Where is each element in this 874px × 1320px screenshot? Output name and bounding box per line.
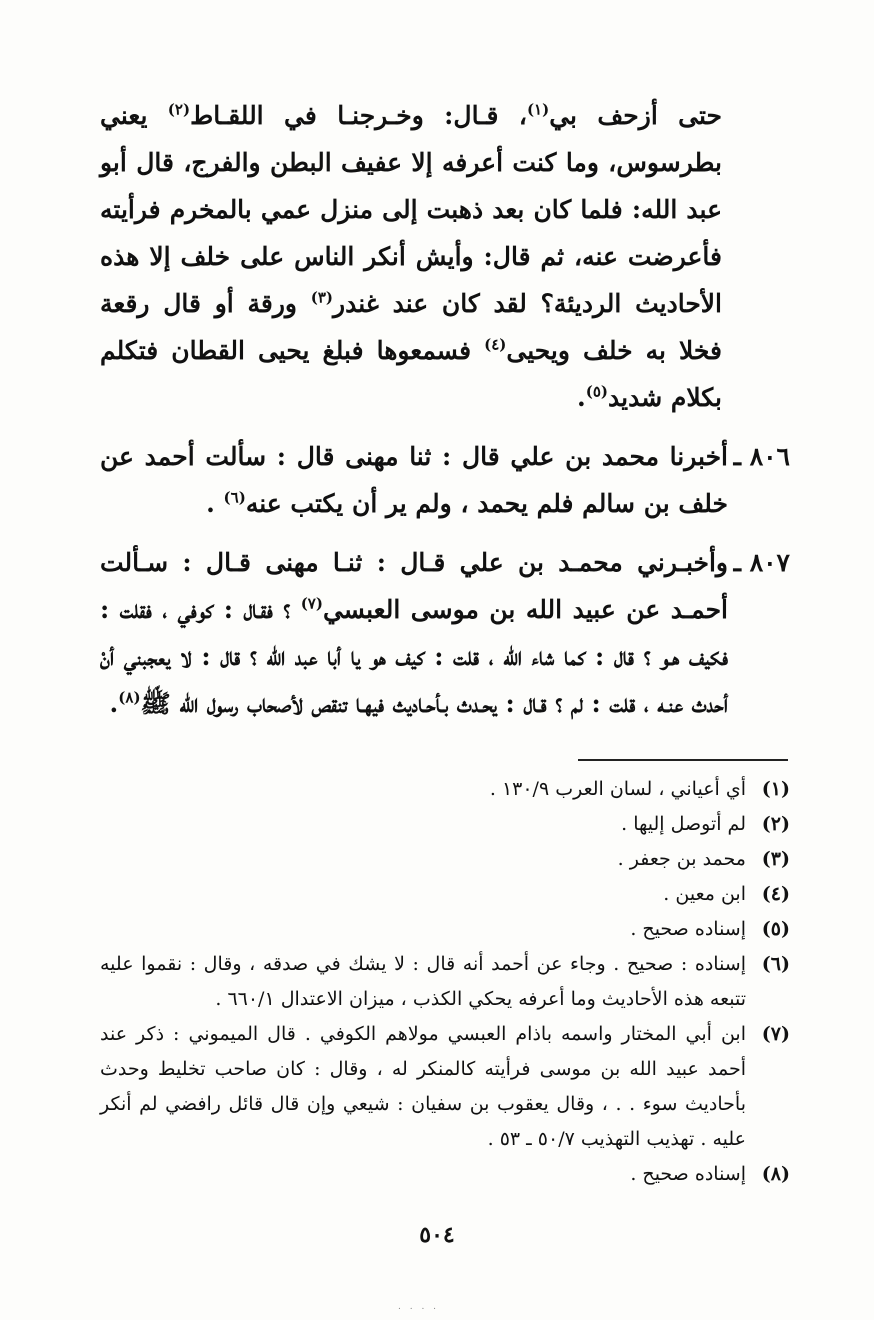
text-run: . xyxy=(109,689,119,718)
text-run: أخبرنا محمد بن علي قال : ثنا مهنى قال : سألت أحمد عن خلف بن سالم فلم يحمد ، ولم ير أن يكتب عنه xyxy=(100,442,728,518)
footnote-ref: (٣) xyxy=(310,288,334,307)
scan-specks: . . . . xyxy=(398,1302,440,1312)
footnote-ref: (٥) xyxy=(585,382,608,401)
text-run: ورقة أو قال رقعة فخلا به خلف ويحيى xyxy=(100,289,723,365)
footnote-text: ابن أبي المختار واسمه باذام العبسي مولاهم الكوفي . قال الميموني : ذكر عند أحمد عبيد الله بن موسى فرأيته كالمنكر له ، وقال : كان صاحب تخليط وحدث بأحاديث سوء . . ، وقال يعقوب بن سفيان : شيعي وإن قال قائل رافضي لم أنكر عليه . تهذيب التهذيب ٥٠/٧ ـ ٥٣ . xyxy=(100,1023,746,1150)
text-run: حتى أزحف بي xyxy=(549,101,722,130)
footnote-ref: (٨) xyxy=(118,688,141,707)
entry-807 xyxy=(100,539,790,727)
footnote xyxy=(100,947,790,1017)
footnote xyxy=(100,772,790,807)
text-run: . xyxy=(576,383,586,412)
footnote-divider xyxy=(578,759,788,761)
text-run: وأخبـرني محمـد بن علي قـال : ثنـا مهنى قـال : سـألت أحمـد عن عبيد الله بن موسى العبسي xyxy=(100,548,728,624)
footnote-number: (١) xyxy=(761,778,790,800)
page-number: ٥٠٤ xyxy=(419,1222,455,1248)
footnote-number: (٧) xyxy=(761,1023,790,1045)
text-run: ؟ فقـال : كوفي ، فقلت : فكيف هـو ؟ قال : كما شاء الله ، قلت : كيف هو يا أبا عبد الله ؟ قال : لا يعجبني أنْ أحدث عنـه ، قلت : لم ؟ قـال : يحـدث بـأحـاديث فيهـا تنقص لأصحاب رسول الله ﷺ xyxy=(100,595,728,718)
main-text xyxy=(100,92,790,739)
footnote-text: إسناده صحيح . xyxy=(630,1163,746,1185)
footnote-ref: (٤) xyxy=(484,335,507,354)
paragraph-continuation xyxy=(100,92,790,421)
footnote xyxy=(100,1157,790,1192)
text-run: يعني بطرسوس، وما كنت أعرفه إلا عفيف البطن والفرج، قال أبو عبد الله: فلما كان بعد ذهبت إلى منزل عمي بالمخرم فرأيته فأعرضت عنه، ثم قال: وأيش أنكر الناس على خلف إلا هذه الأحاديث الرديئة؟ لقد كان عند غندر xyxy=(100,101,723,318)
footnote-ref: (٦) xyxy=(223,488,246,507)
footnote-number: (٣) xyxy=(761,848,790,870)
footnote-number: (٢) xyxy=(761,813,790,835)
entry-number: ٨٠٧ ـ xyxy=(733,548,790,577)
text-run: فسمعوها فبلغ يحيى القطان فتكلم بكلام شديد xyxy=(100,336,722,412)
footnote-text: محمد بن جعفر . xyxy=(617,848,746,870)
footnote xyxy=(100,807,790,842)
footnote xyxy=(100,842,790,877)
entry-806 xyxy=(100,433,790,527)
footnote xyxy=(100,877,790,912)
footnote-number: (٥) xyxy=(761,918,790,940)
footnote-number: (٦) xyxy=(761,953,790,975)
footnote xyxy=(100,1017,790,1157)
footnote-ref: (٢) xyxy=(167,100,191,119)
footnote-text: لم أتوصل إليها . xyxy=(621,813,746,835)
footnote-ref: (٧) xyxy=(300,594,323,613)
text-run: ، قـال: وخـرجنـا في اللقـاط xyxy=(190,101,527,130)
footnote-text: إسناده صحيح . xyxy=(630,918,746,940)
footnote-text: إسناده : صحيح . وجاء عن أحمد أنه قال : لا يشك في صدقه ، وقال : نقموا عليه تتبعه هذه الأحاديث وما أعرفه يحكي الكذب ، ميزان الاعتدال ٦٦٠/١ . xyxy=(100,953,746,1010)
footnote-number: (٨) xyxy=(761,1163,790,1185)
text-run: . xyxy=(206,489,224,518)
footnotes xyxy=(100,772,790,1192)
footnote xyxy=(100,912,790,947)
footnote-ref: (١) xyxy=(526,100,550,119)
entry-number: ٨٠٦ ـ xyxy=(733,442,790,471)
footnote-text: أي أعياني ، لسان العرب ١٣٠/٩ . xyxy=(489,778,746,800)
footnote-text: ابن معين . xyxy=(663,883,746,905)
footnote-number: (٤) xyxy=(761,883,790,905)
